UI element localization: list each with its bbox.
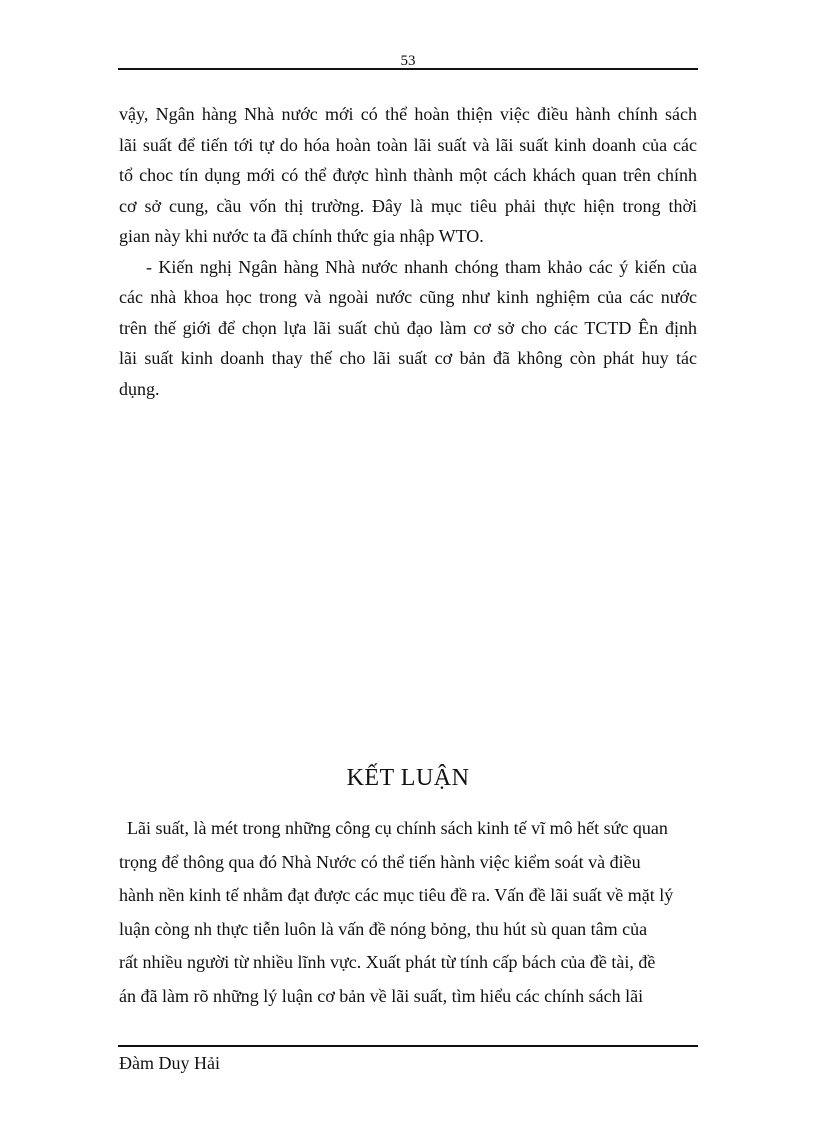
paragraph2-line: dụng.	[119, 378, 160, 399]
paragraph2-line: trên thế giới để chọn lựa lãi suất chủ đạo làm cơ sở cho các TCTD Ên định	[119, 317, 697, 338]
paragraph2-line: các nhà khoa học trong và ngoài nước cũng như kinh nghiệm của các nước	[119, 287, 697, 307]
conclusion-line: hành nền kinh tế nhằm đạt được các mục tiêu đề ra. Vấn đề lãi suất về mặt lý	[119, 885, 674, 905]
conclusion-line: rất nhiều người từ nhiều lĩnh vực. Xuất phát từ tính cấp bách của đề tài, đề	[119, 952, 656, 972]
paragraph2-line: lãi suất kinh doanh thay thế cho lãi suất cơ bản đã không còn phát huy tác	[119, 348, 697, 368]
paragraph2-line: - Kiến nghị Ngân hàng Nhà nước nhanh chóng tham khảo các ý kiến của	[146, 256, 697, 277]
conclusion-line: trọng để thông qua đó Nhà Nước có thể tiến hành việc kiểm soát và điều	[119, 851, 641, 872]
paragraph1-line: lãi suất để tiến tới tự do hóa hoàn toàn lãi suất và lãi suất kinh doanh của các	[119, 134, 697, 155]
paragraph1-line: tổ choc tín dụng mới có thể được hình thành một cách khách quan trên chính	[119, 165, 697, 185]
header-rule	[118, 68, 698, 70]
conclusion-title: KẾT LUẬN	[346, 765, 470, 791]
conclusion-paragraph	[119, 812, 697, 1013]
conclusion-line: án đã làm rõ những lý luận cơ bản về lãi suất, tìm hiểu các chính sách lãi	[119, 985, 644, 1006]
conclusion-line: luận còng nh thực tiễn luôn là vấn đề nóng bỏng, thu hút sù quan tâm của	[119, 918, 648, 939]
paragraph1-line: vậy, Ngân hàng Nhà nước mới có thể hoàn thiện việc điều hành chính sách	[119, 104, 697, 124]
paragraph1-line: cơ sở cung, cầu vốn thị trường. Đây là mục tiêu phải thực hiện trong thời	[119, 195, 697, 216]
conclusion-line: Lãi suất, là mét trong những công cụ chính sách kinh tế vĩ mô hết sức quan	[127, 818, 668, 838]
page-number: 53	[400, 53, 416, 69]
author-name: Đàm Duy Hải	[119, 1053, 220, 1073]
body-paragraphs	[119, 99, 697, 404]
footer-rule	[118, 1045, 698, 1047]
paragraph1-line: gian này khi nước ta đã chính thức gia nhập WTO.	[119, 226, 484, 246]
